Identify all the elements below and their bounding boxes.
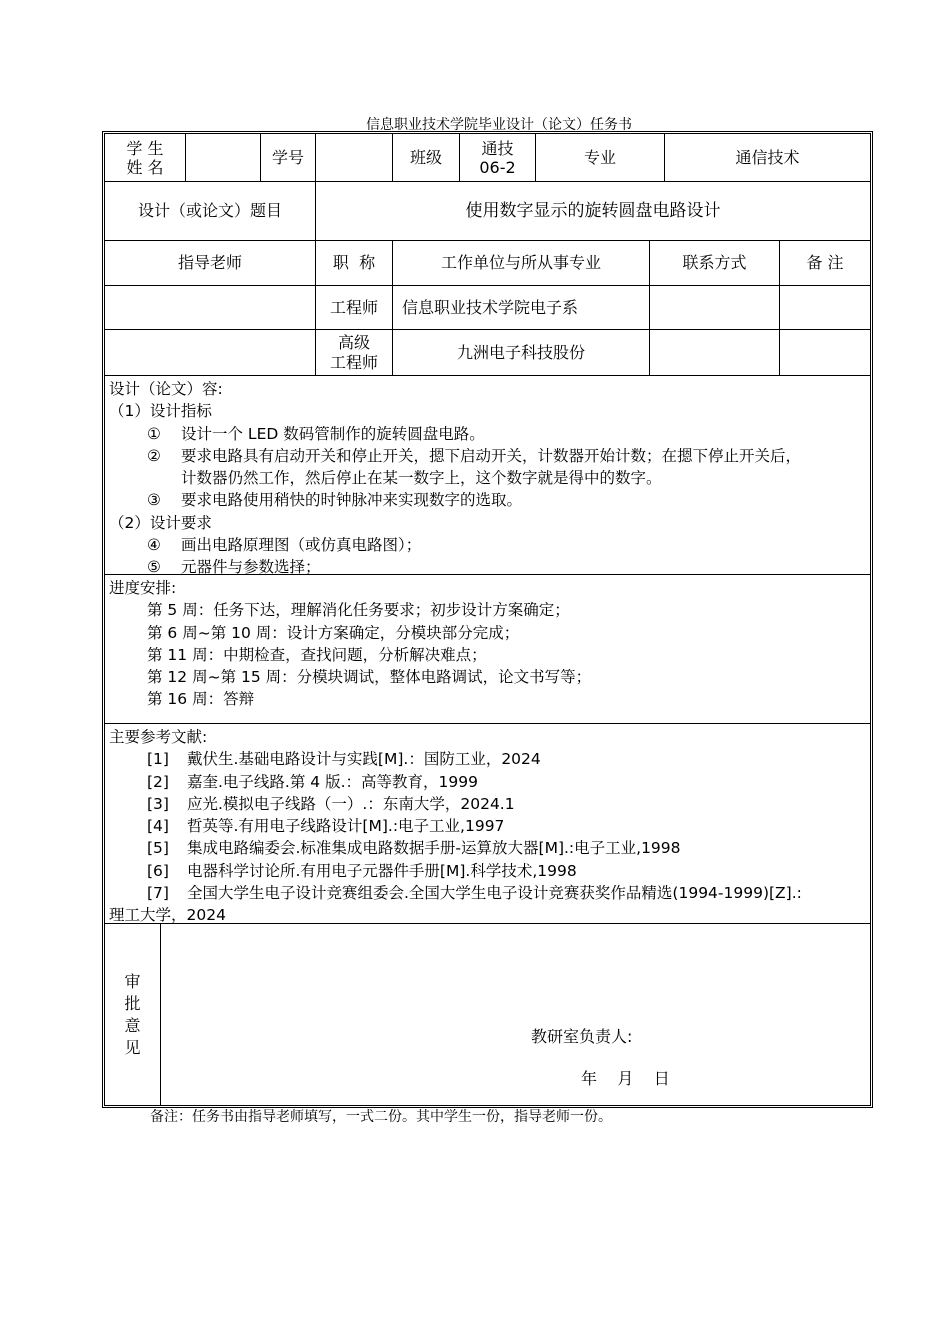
- task-form-table: [102, 131, 873, 1108]
- content-section-1-title: （1）设计指标: [109, 402, 212, 421]
- reference-item: [3] 应光.模拟电子线路（一）.：东南大学，2024.1: [147, 794, 515, 813]
- major-label: 专业: [536, 134, 665, 182]
- content-item: ① 设计一个 LED 数码管制作的旋转圆盘电路。: [147, 424, 485, 443]
- reference-item: [5] 集成电路编委会.标准集成电路数据手册-运算放大器[M].:电子工业,1998: [147, 839, 681, 858]
- content-section-2-title: （2）设计要求: [109, 513, 212, 532]
- reference-item: [7] 全国大学生电子设计竞赛组委会.全国大学生电子设计竞赛获奖作品精选(1994-1999)[Z].:: [147, 884, 802, 903]
- reference-item: [2] 嘉奎.电子线路.第 4 版.：高等教育，1999: [147, 772, 478, 791]
- topic-label: 设计（或论文）题目: [105, 182, 316, 241]
- content-item-continuation: 计数器仍然工作，然后停止在某一数字上，这个数字就是得中的数字。: [181, 469, 662, 488]
- approval-label: 审 批 意 见: [105, 924, 161, 1105]
- footnote: 备注：任务书由指导老师填写，一式二份。其中学生一份，指导老师一份。: [150, 1109, 612, 1125]
- advisor-header-unit: 工作单位与所从事专业: [393, 241, 650, 286]
- advisor-1-contact: [650, 286, 780, 330]
- advisor-header-title: 职 称: [316, 241, 393, 286]
- student-id-value: [316, 134, 393, 182]
- schedule-item: 第 11 周：中期检查，查找问题，分析解决难点；: [147, 645, 487, 664]
- schedule-item: 第 16 周：答辩: [147, 690, 255, 709]
- advisor-1-unit: 信息职业技术学院电子系: [393, 286, 650, 330]
- schedule-item: 第 12 周~第 15 周：分模块调试，整体电路调试，论文书写等；: [147, 668, 592, 687]
- design-content-section: [105, 376, 870, 575]
- advisor-2-name: [105, 330, 316, 376]
- advisor-1-title: 工程师: [316, 286, 393, 330]
- advisor-header-remark: 备 注: [780, 241, 870, 286]
- content-item: ④ 画出电路原理图（或仿真电路图）；: [147, 536, 422, 555]
- student-id-label: 学号: [261, 134, 316, 182]
- references-section: [105, 724, 870, 924]
- student-name-value: [186, 134, 261, 182]
- class-label: 班级: [393, 134, 460, 182]
- schedule-heading: 进度安排:: [109, 579, 177, 597]
- advisor-2-unit: 九洲电子科技股份: [393, 330, 650, 376]
- major-value: 通信技术: [665, 134, 870, 182]
- topic-value: 使用数字显示的旋转圆盘电路设计: [316, 182, 870, 241]
- reference-item: [6] 电器科学讨论所.有用电子元器件手册[M].科学技术,1998: [147, 861, 577, 880]
- advisor-1-remark: [780, 286, 870, 330]
- advisor-2-contact: [650, 330, 780, 376]
- advisor-header-name: 指导老师: [105, 241, 316, 286]
- schedule-item: 第 5 周：任务下达，理解消化任务要求；初步设计方案确定；: [147, 601, 570, 620]
- document-header-title: 信息职业技术学院毕业设计（论文）任务书: [366, 117, 632, 133]
- advisor-1-name: [105, 286, 316, 330]
- advisor-2-remark: [780, 330, 870, 376]
- reference-item: [1] 戴伏生.基础电路设计与实践[M].：国防工业，2024: [147, 750, 541, 769]
- references-heading: 主要参考文献:: [109, 728, 208, 746]
- advisor-2-title: 高级 工程师: [316, 330, 393, 376]
- student-name-label: 学 生 姓 名: [105, 134, 186, 182]
- class-value: 通技 06-2: [460, 134, 536, 182]
- content-item: ② 要求电路具有启动开关和停止开关，摁下启动开关，计数器开始计数；在摁下停止开关后，: [147, 446, 802, 465]
- reference-item: [4] 哲英等.有用电子线路设计[M].:电子工业,1997: [147, 817, 505, 836]
- reference-item-continuation: 理工大学，2024: [109, 906, 226, 925]
- content-item: ⑤ 元器件与参数选择；: [147, 558, 321, 577]
- content-item: ③ 要求电路使用稍快的时钟脉冲来实现数字的选取。: [147, 491, 523, 510]
- approval-head-label: 教研室负责人:: [531, 1027, 633, 1046]
- schedule-item: 第 6 周~第 10 周：设计方案确定，分模块部分完成；: [147, 623, 520, 642]
- approval-date-label: 年 月 日: [581, 1069, 670, 1088]
- schedule-section: [105, 575, 870, 724]
- content-heading: 设计（论文）容:: [109, 380, 223, 398]
- advisor-header-contact: 联系方式: [650, 241, 780, 286]
